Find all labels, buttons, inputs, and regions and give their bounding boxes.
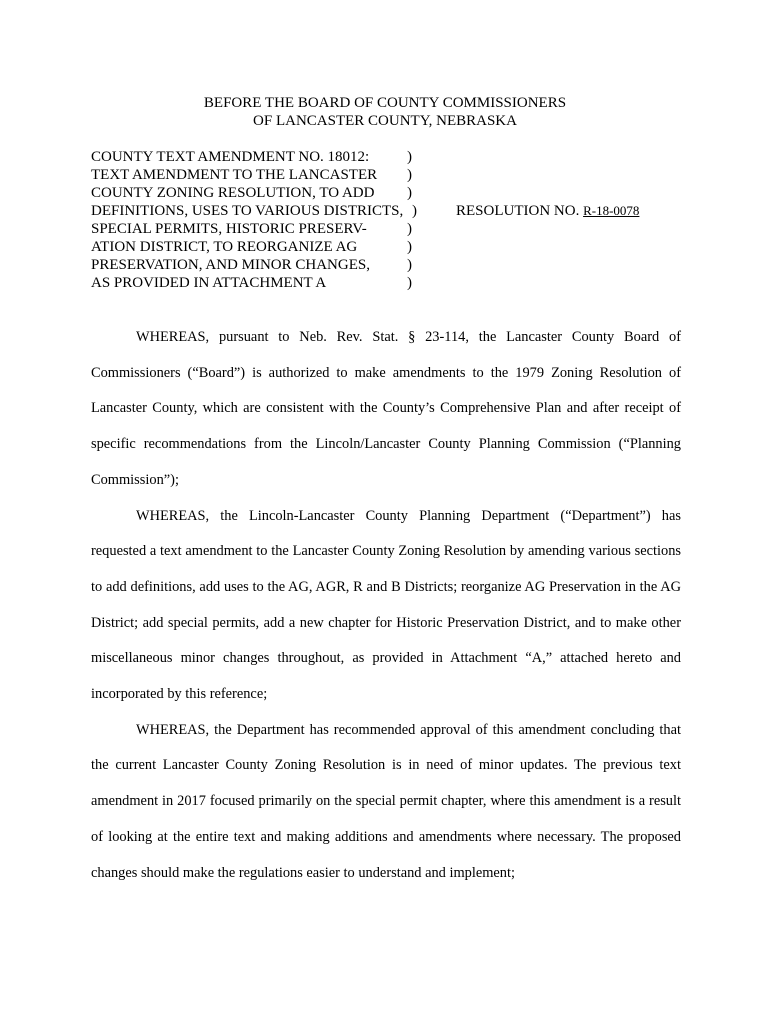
- caption-line: COUNTY TEXT AMENDMENT NO. 18012:: [91, 149, 370, 165]
- caption-line: TEXT AMENDMENT TO THE LANCASTER: [91, 167, 378, 183]
- caption-line: SPECIAL PERMITS, HISTORIC PRESERV-: [91, 221, 367, 237]
- caption-line: PRESERVATION, AND MINOR CHANGES,: [91, 257, 370, 273]
- whereas-paragraph: WHEREAS, the Lincoln-Lancaster County Planning Department (“Department”) has requested a text amendment to the Lancaster County Zoning Resolution by amending various sections to add definitions, add uses to the AG, AGR, R and B Districts; reorganize AG Preservation in the AG District; add special permits, add a new chapter for Historic Preservation District, and to make other miscellaneous minor changes throughout, as provided in Attachment “A,” attached hereto and incorporated by this reference;: [91, 507, 681, 703]
- caption-bracket: ): [407, 167, 412, 183]
- board-heading: BEFORE THE BOARD OF COUNTY COMMISSIONERS: [203, 95, 567, 111]
- whereas-paragraph: WHEREAS, pursuant to Neb. Rev. Stat. § 23-114, the Lancaster County Board of Commissioners (“Board”) is authorized to make amendments to the 1979 Zoning Resolution of Lancaster County, which are consistent with the County’s Comprehensive Plan and after receipt of specific recommendations from the Lincoln/Lancaster County Planning Commission (“Planning Commission”);: [91, 329, 681, 488]
- caption-bracket: ): [412, 203, 417, 219]
- caption-bracket: ): [407, 257, 412, 273]
- resolution-body: [91, 320, 681, 891]
- county-heading: OF LANCASTER COUNTY, NEBRASKA: [253, 113, 517, 129]
- caption-line: AS PROVIDED IN ATTACHMENT A: [91, 275, 327, 291]
- resolution-label: RESOLUTION NO.: [456, 203, 580, 219]
- caption-bracket: ): [407, 185, 412, 201]
- caption-bracket: ): [407, 149, 412, 165]
- resolution-number: R-18-0078: [583, 203, 640, 218]
- caption-bracket: ): [407, 221, 412, 237]
- whereas-paragraph: WHEREAS, the Department has recommended approval of this amendment concluding that the current Lancaster County Zoning Resolution is in need of minor updates. The previous text amendment in 2017 focused primarily on the special permit chapter, where this amendment is a result of looking at the entire text and making additions and amendments where necessary. The proposed changes should make the regulations easier to understand and implement;: [91, 721, 681, 881]
- resolution-number-block: [456, 202, 659, 220]
- caption-bracket: ): [407, 239, 412, 255]
- caption-line: COUNTY ZONING RESOLUTION, TO ADD: [91, 185, 375, 201]
- caption-line: DEFINITIONS, USES TO VARIOUS DISTRICTS,: [91, 203, 404, 219]
- caption-bracket: ): [407, 275, 412, 291]
- caption-line: ATION DISTRICT, TO REORGANIZE AG: [91, 239, 358, 255]
